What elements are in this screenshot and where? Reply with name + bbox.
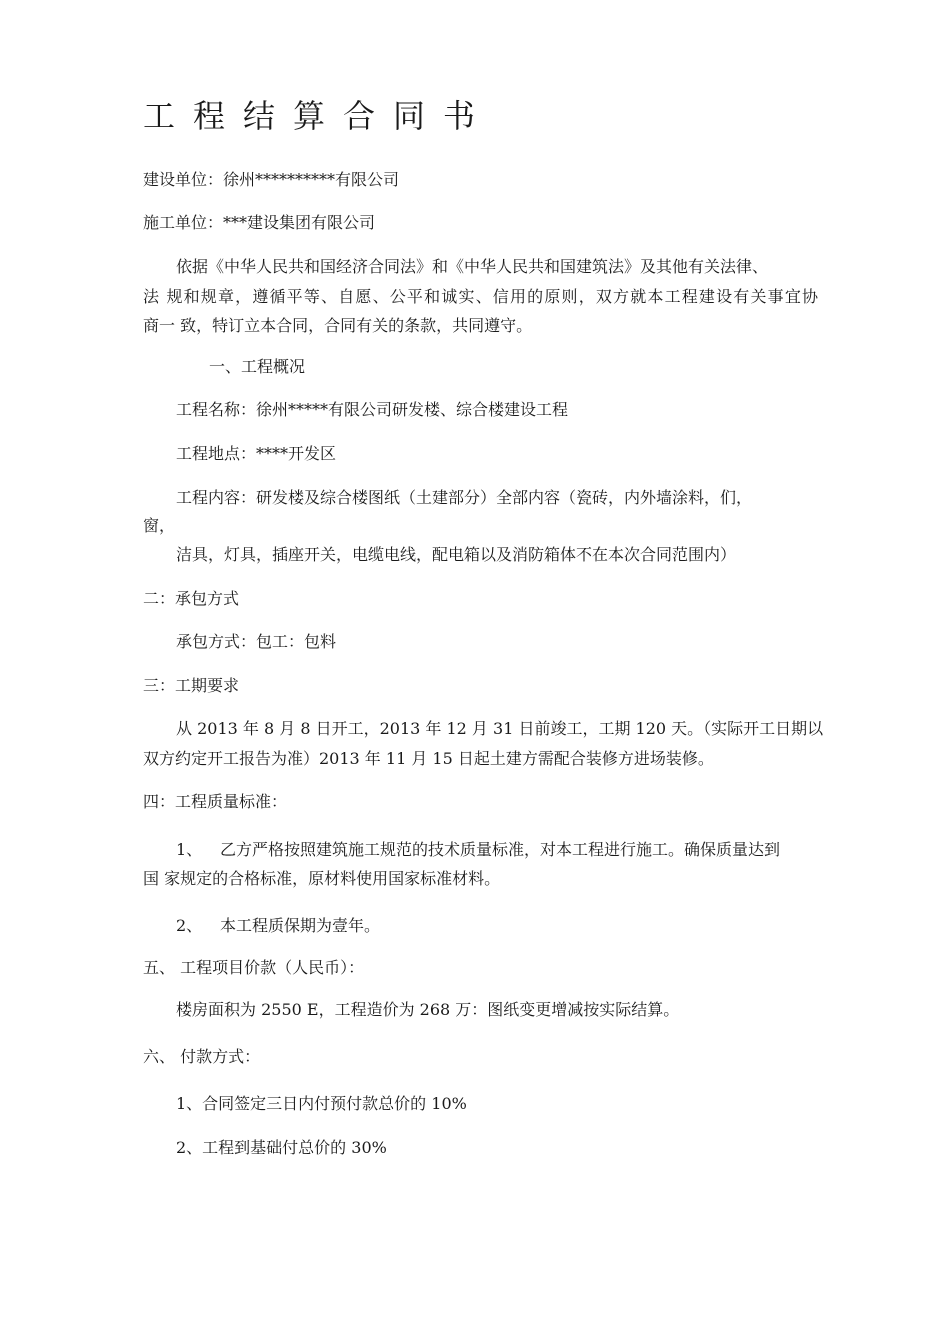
schedule-line-1: 从 2013 年 8 月 8 日开工，2013 年 12 月 31 日前竣工，工期 120 天。（实际开工日期以 (176, 719, 824, 738)
quality-item-1-line-2: 国 家规定的合格标准，原材料使用国家标准材料。 (143, 869, 501, 888)
section-6-heading: 六、 付款方式： (143, 1047, 261, 1066)
schedule-line-2: 双方约定开工报告为准）2013 年 11 月 15 日起土建方需配合装修方进场装修。 (143, 749, 714, 768)
project-content-line-3: 洁具，灯具，插座开关，电缆电线，配电箱以及消防箱体不在本次合同范围内） (176, 545, 737, 564)
preamble-line-1: 依据《中华人民共和国经济合同法》和《中华人民共和国建筑法》及其他有关法律、 (176, 257, 769, 276)
project-content-line-2: 窗， (143, 516, 176, 535)
contract-mode: 承包方式：包工：包料 (176, 632, 337, 651)
project-location: 工程地点：****开发区 (176, 444, 337, 463)
section-5-heading: 五、 工程项目价款（人民币）： (143, 958, 365, 977)
quality-item-1-text: 乙方严格按照建筑施工规范的技术质量标准，对本工程进行施工。确保质量达到 (220, 840, 781, 859)
section-2-heading: 二：承包方式 (143, 589, 240, 608)
price-text: 楼房面积为 2550 E，工程造价为 268 万：图纸变更增减按实际结算。 (176, 1000, 680, 1019)
quality-item-2-number: 2、 (176, 916, 203, 935)
section-3-heading: 三：工期要求 (143, 676, 240, 695)
document-title: 工程结算合同书 (143, 97, 494, 135)
quality-item-1 (176, 840, 780, 860)
project-content-line-1: 工程内容：研发楼及综合楼图纸（土建部分）全部内容（瓷砖，内外墙涂料，们， (176, 488, 753, 507)
quality-item-2 (176, 916, 380, 936)
quality-item-2-text: 本工程质保期为壹年。 (220, 916, 381, 935)
quality-item-1-number: 1、 (176, 840, 203, 859)
party-a: 建设单位：徐州**********有限公司 (143, 170, 400, 189)
section-4-heading: 四：工程质量标准： (143, 792, 288, 811)
preamble-line-3: 商一 致，特订立本合同，合同有关的条款，共同遵守。 (143, 316, 533, 335)
preamble-line-2: 法 规和规章，遵循平等、自愿、公平和诚实、信用的原则，双方就本工程建设有关事宜协 (143, 287, 818, 306)
payment-item-2: 2、工程到基础付总价的 30% (176, 1138, 387, 1157)
section-1-heading: 一、工程概况 (209, 357, 306, 376)
project-name: 工程名称：徐州*****有限公司研发楼、综合楼建设工程 (176, 400, 569, 419)
payment-item-1: 1、合同签定三日内付预付款总价的 10% (176, 1094, 467, 1113)
party-b: 施工单位：***建设集团有限公司 (143, 213, 376, 232)
